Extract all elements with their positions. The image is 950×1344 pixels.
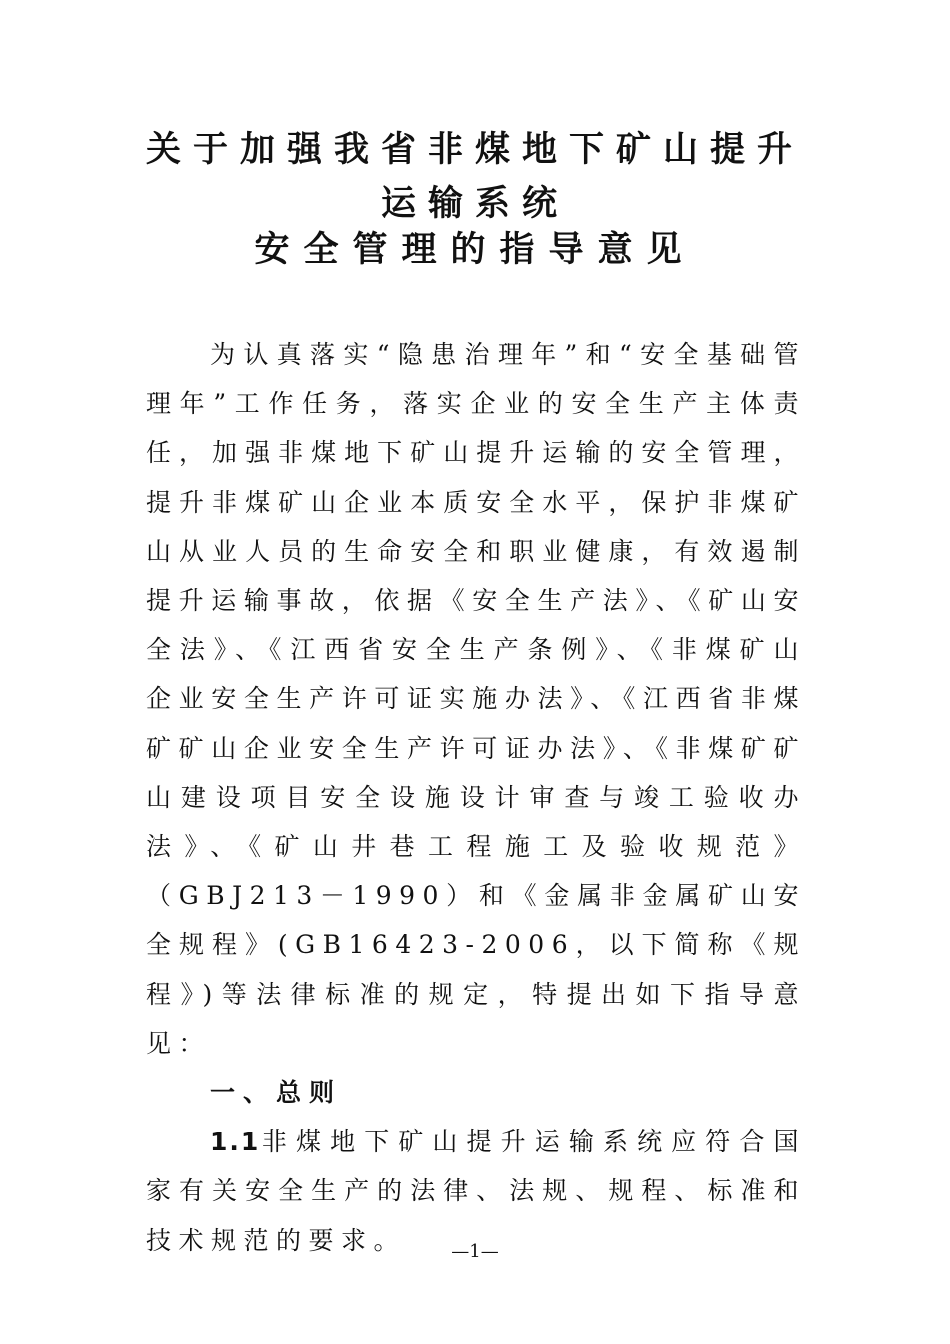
section-heading: 一、总则 — [210, 1078, 343, 1108]
clause-number: 1.1 — [210, 1127, 261, 1157]
page-number: —1— — [451, 1241, 499, 1262]
title-line-2: 运输系统 — [380, 184, 569, 224]
title-line-1: 关于加强我省非煤地下矿山提升 — [145, 130, 804, 170]
intro-paragraph: 为认真落实“隐患治理年”和“安全基础管理年”工作任务，落实企业的安全生产主体责任，加强非煤地下矿山提升运输的安全管理，提升非煤矿山企业本质安全水平，保护非煤矿山从业人员的生命安全和职业健康，有效遏制提升运输事故，依据《安全生产法》、《矿山安全法》、《江西省安全生产条例》、《非煤矿山企业安全生产许可证实施办法》、《江西省非煤矿矿山企业安全生产许可证办法》、《非煤矿矿山建设项目安全设施设计审查与竣工验收办法》、《矿山井巷工程施工及验收规范》（GBJ213－1990）和《金属非金属矿山安全规程》(GB16423-2006，以下简称《规程》)等法律标准的规定，特提出如下指导意见： — [146, 340, 806, 1058]
clause-text: 非煤地下矿山提升运输系统应符合国家有关安全生产的法律、法规、规程、标准和技术规范的要求。 — [146, 1127, 806, 1255]
document-body — [146, 330, 806, 1265]
title-line-3: 安全管理的指导意见 — [254, 230, 696, 270]
